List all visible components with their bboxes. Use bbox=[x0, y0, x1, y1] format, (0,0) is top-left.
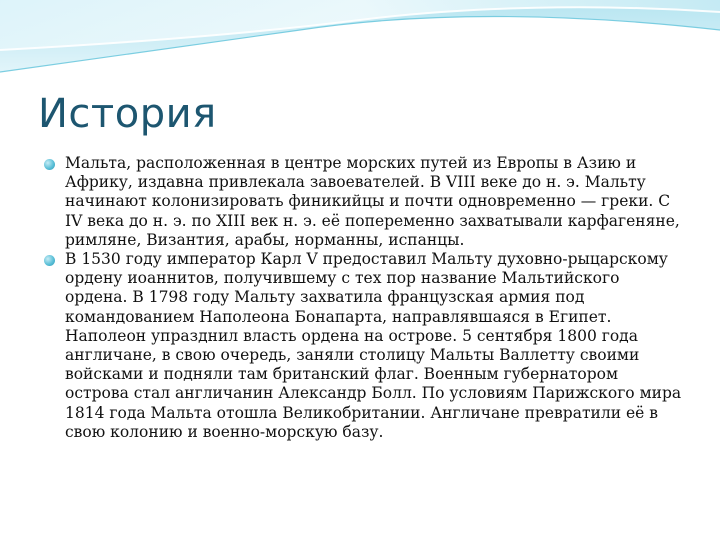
bullet-dot-icon bbox=[44, 255, 55, 266]
bullet-list bbox=[44, 154, 684, 442]
list-item bbox=[44, 250, 684, 442]
list-item bbox=[44, 154, 684, 250]
decorative-wave-header bbox=[0, 0, 720, 90]
bullet-dot-icon bbox=[44, 159, 55, 170]
bullet-text: В 1530 году император Карл V предоставил Мальту духовно-рыцарскому ордену иоаннитов, получившему с тех пор название Мальтийского ордена. В 1798 году Мальту захватила французская армия под командованием Наполеона Бонапарта, направлявшаяся в Египет. Наполеон упразднил власть ордена на острове. 5 сентября 1800 года англичане, в свою очередь, заняли столицу Мальты Валлетту своими войсками и подняли там британский флаг. Военным губернатором острова стал англичанин Александр Болл. По условиям Парижского мира 1814 года Мальта отошла Великобритании. Англичане превратили её в свою колонию и военно-морскую базу. bbox=[65, 250, 682, 441]
bullet-text: Мальта, расположенная в центре морских путей из Европы в Азию и Африку, издавна привлекала завоевателей. В VIII веке до н. э. Мальту начинают колонизировать финикийцы и почти одновременно — греки. С IV века до н. э. по XIII век н. э. её попеременно захватывали карфагеняне, римляне, Византия, арабы, норманны, испанцы. bbox=[65, 154, 680, 249]
slide-title: История bbox=[38, 91, 217, 137]
